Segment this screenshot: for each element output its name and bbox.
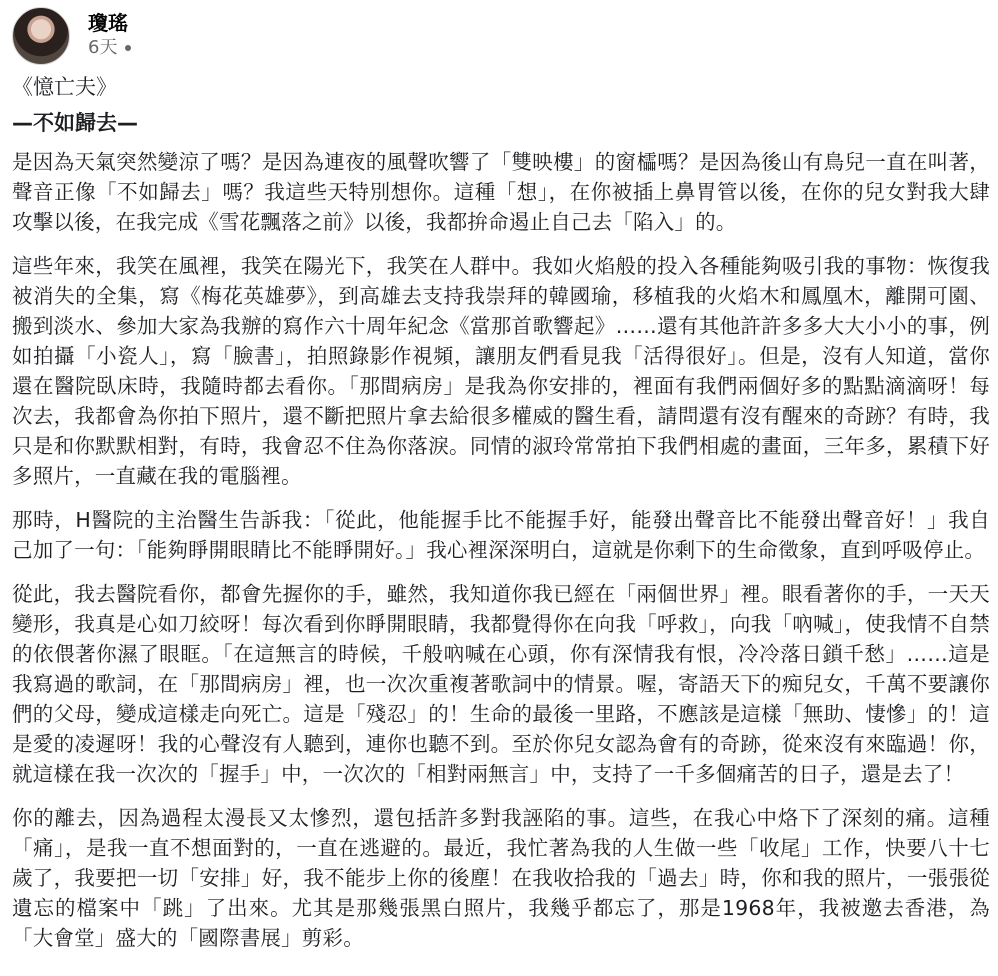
post-meta [88,11,131,61]
paragraph: 這些年來，我笑在風裡，我笑在陽光下，我笑在人群中。我如火焰般的投入各種能夠吸引我的事物：恢復我被消失的全集，寫《梅花英雄夢》，到高雄去支持我崇拜的韓國瑜，移植我的火焰木和鳳凰木，離開可園、搬到淡水、參加大家為我辦的寫作六十周年紀念《當那首歌響起》……還有其他許許多多大大小小的事，例如拍攝「小瓷人」，寫「臉書」，拍照錄影作視頻，讓朋友們看見我「活得很好」。但是，沒有人知道，當你還在醫院臥床時，我隨時都去看你。「那間病房」是我為你安排的，裡面有我們兩個好多的點點滴滴呀！每次去，我都會為你拍下照片，還不斷把照片拿去給很多權威的醫生看，請問還有沒有醒來的奇跡？有時，我只是和你默默相對，有時，我會忍不住為你落淚。同情的淑玲常常拍下我們相處的畫面，三年多，累積下好多照片，一直藏在我的電腦裡。 [12,254,990,488]
avatar[interactable] [12,7,70,65]
post-title: 《憶亡夫》 [12,75,117,99]
timestamp-text[interactable]: 6天 [88,37,118,58]
post-timestamp[interactable] [88,35,131,61]
paragraph: 那時，H醫院的主治醫生告訴我：「從此，他能握手比不能握手好，能發出聲音比不能發出聲音好！」我自己加了一句：「能夠睜開眼睛比不能睜開好。」我心裡深深明白，這就是你剩下的生命徵象，直到呼吸停止。 [12,508,990,562]
paragraph: 從此，我去醫院看你，都會先握你的手，雖然，我知道你我已經在「兩個世界」裡。眼看著你的手，一天天變形，我真是心如刀絞呀！每次看到你睜開眼睛，我都覺得你在向我「呼救」，向我「吶喊」，使我情不自禁的依偎著你濕了眼眶。「在這無言的時候，千般吶喊在心頭，你有深情我有恨，冷冷落日鎖千愁」……這是我寫過的歌詞，在「那間病房」裡，也一次次重複著歌詞中的情景。喔，寄語天下的痴兒女，千萬不要讓你們的父母，變成這樣走向死亡。這是「殘忍」的！生命的最後一里路，不應該是這樣「無助、悽慘」的！這是愛的凌遲呀！我的心聲沒有人聽到，連你也聽不到。至於你兒女認為會有的奇跡，從來沒有來臨過！你，就這樣在我一次次的「握手」中，一次次的「相對兩無言」中，支持了一千多個痛苦的日子，還是去了！ [12,582,990,786]
paragraph: 你的離去，因為過程太漫長又太慘烈，還包括許多對我誣陷的事。這些，在我心中烙下了深刻的痛。這種「痛」，是我一直不想面對的，一直在逃避的。最近，我忙著為我的人生做一些「收尾」工作，快要八十七歲了，我要把一切「安排」好，我不能步上你的後塵！在我收拾我的「過去」時，你和我的照片，一張張從遺忘的檔案中「跳」了出來。尤其是那幾張黑白照片，我幾乎都忘了，那是1968年，我被邀去香港，為「大會堂」盛大的「國際書展」剪彩。 [12,806,990,950]
paragraph: 是因為天氣突然變涼了嗎？是因為連夜的風聲吹響了「雙映樓」的窗櫺嗎？是因為後山有鳥兒一直在叫著，聲音正像「不如歸去」嗎？我這些天特別想你。這種「想」，在你被插上鼻胃管以後，在你的兒女對我大肆攻擊以後，在我完成《雪花飄落之前》以後，我都拚命遏止自己去「陷入」的。 [12,150,990,234]
post-subtitle: —不如歸去— [12,111,138,135]
post-header [12,6,131,66]
author-name[interactable]: 瓊瑤 [88,11,128,35]
globe-icon [125,45,131,51]
post-body [12,147,990,967]
